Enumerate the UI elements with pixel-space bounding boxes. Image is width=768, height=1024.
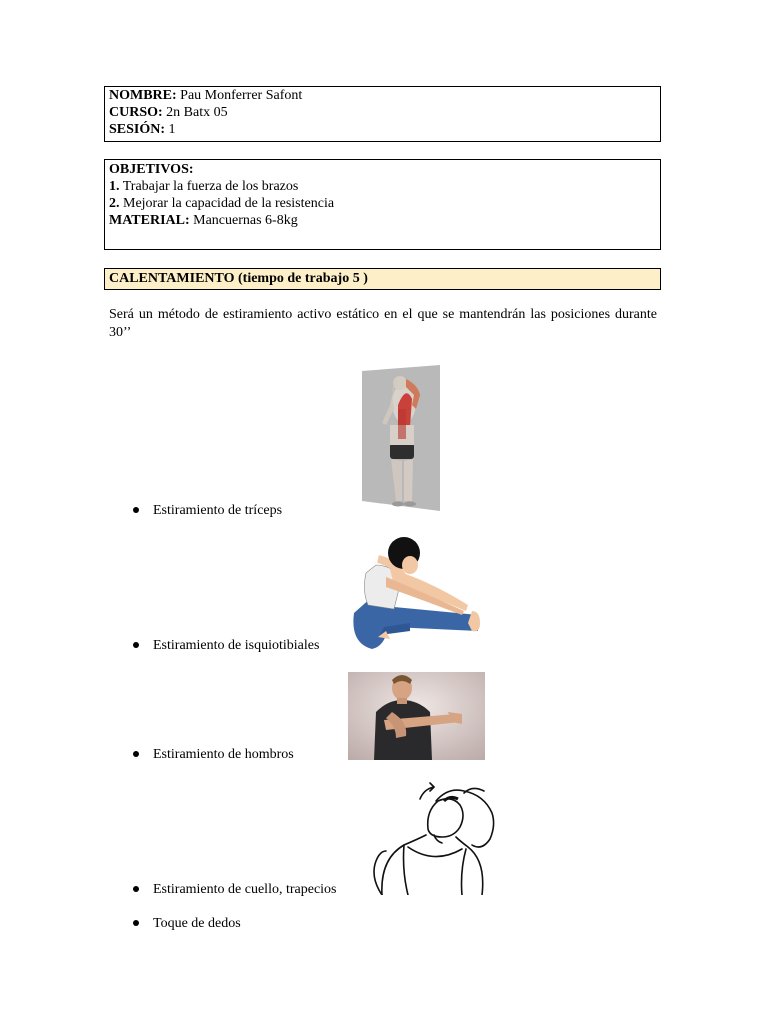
material-label: MATERIAL: [109,213,190,228]
objectives-title: OBJETIVOS: [109,162,194,177]
neck-stretch-drawing [364,781,514,895]
curso-line [109,104,656,121]
bullet-icon [133,642,139,648]
exercise-item [133,746,294,763]
sesion-label: SESIÓN: [109,122,166,137]
exercise-label: Toque de dedos [153,916,241,931]
nombre-value: Pau Monferrer Safont [176,88,303,103]
warmup-intro-paragraph: Será un método de estiramiento activo estático en el que se mantendrán las posiciones durante 30’’ [109,307,657,340]
exercise-item [133,502,282,519]
sesion-value: 1 [165,122,176,137]
bullet-icon [133,751,139,757]
bullet-icon [133,886,139,892]
objective-item-2 [109,195,656,212]
exercise-label: Estiramiento de isquiotibiales [153,638,320,653]
objective-text: Mejorar la capacidad de la resistencia [119,196,335,211]
bullet-icon [133,507,139,513]
warmup-title: CALENTAMIENTO (tiempo de trabajo 5 ) [109,271,368,286]
objectives-box [104,159,661,250]
exercise-label: Estiramiento de tríceps [153,503,283,518]
exercise-item [133,637,319,654]
exercise-label: Estiramiento de cuello, trapecios [153,882,337,897]
nombre-label: NOMBRE: [109,88,177,103]
objective-text: Trabajar la fuerza de los brazos [119,179,299,194]
warmup-section-header [104,268,661,290]
hamstring-stretch-illustration [350,535,482,653]
student-info-box [104,86,661,142]
exercise-item [133,915,241,932]
sesion-line [109,121,656,138]
nombre-line [109,87,656,104]
exercise-label: Estiramiento de hombros [153,747,294,762]
curso-label: CURSO: [109,105,163,120]
objective-item-1 [109,178,656,195]
objective-number: 2. [109,196,120,211]
shoulder-stretch-photo [348,672,485,760]
triceps-stretch-illustration [360,365,442,511]
objective-number: 1. [109,179,120,194]
bullet-icon [133,920,139,926]
curso-value: 2n Batx 05 [162,105,228,120]
material-line [109,212,656,229]
exercise-item [133,881,337,898]
material-value: Mancuernas 6-8kg [189,213,298,228]
